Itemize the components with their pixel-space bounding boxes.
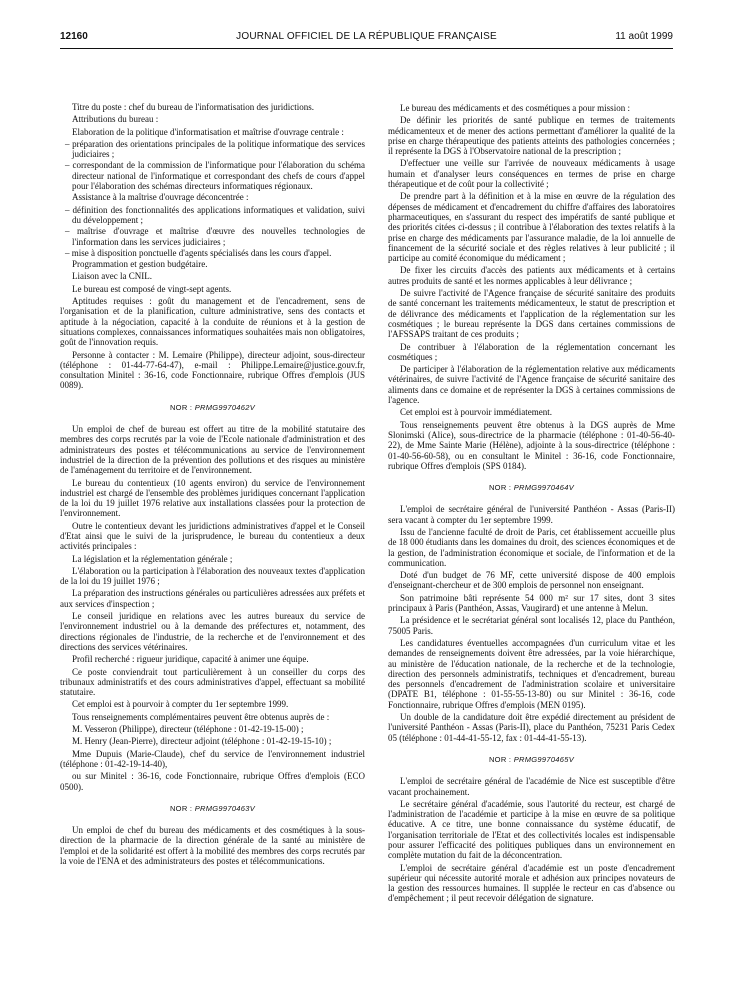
paragraph: D'effectuer une veille sur l'arrivée de nouveaux médicaments à usage humain et d'analyser leurs conséquences en termes de prise en charge thérapeutique et de coût pour la collectivité ; (388, 158, 675, 190)
paragraph: Le secrétaire général d'académie, sous l'autorité du recteur, est chargé de l'administration de l'académie et participe à la mise en œuvre de sa politique éducative. A ce titre, une bonne connaissance du système éducatif, de l'organisation territoriale de l'Etat et des collectivités locales est indispensable pour assurer l'efficacité des politiques publiques dans un environnement en complète mutation du fait de la déconcentration. (388, 798, 675, 861)
nor-code: PRMG9970464V (513, 483, 575, 493)
paragraph: De fixer les circuits d'accès des patients aux médicaments et à certains autres produits de santé et les normes applicables à leur délivrance ; (388, 265, 675, 286)
list-item: – mise à disposition ponctuelle d'agents spécialisés dans les cours d'appel. (60, 248, 365, 258)
nor-code: PRMG9970465V (513, 754, 575, 764)
paragraph: La législation et la réglementation générale ; (72, 553, 233, 564)
list-item: – définition des fonctionnalités des applications informatiques et validation, suivi du développement ; (60, 205, 365, 226)
nor-reference (60, 403, 365, 413)
paragraph: Tous renseignements complémentaires peuvent être obtenus auprès de : (72, 711, 330, 722)
paragraph: L'emploi de secrétaire général de l'académie de Nice est susceptible d'être vacant prochainement. (388, 776, 675, 797)
paragraph: M. Vesseron (Philippe), directeur (téléphone : 01-42-19-15-00) ; (72, 724, 304, 735)
paragraph: De participer à l'élaboration de la réglementation relative aux médicaments vétérinaires, de suivre l'activité de l'Agence française de sécurité sanitaire des aliments dans ce domaine et de représenter la DGS à certaines commissions de l'agence. (388, 364, 675, 406)
nor-code: PRMG9970462V (194, 402, 256, 412)
paragraph: De contribuer à l'élaboration de la réglementation concernant les cosmétiques ; (388, 341, 675, 362)
paragraph: Ce poste conviendrait tout particulièrement à un conseiller du corps des tribunaux administratifs et des cours administratives d'appel, effectuant sa mobilité statutaire. (60, 666, 365, 698)
paragraph: L'emploi de secrétaire général d'académie est un poste d'encadrement supérieur qui nécessite autorité morale et adhésion aux principes novateurs de la gestion des ressources humaines. Il supplée le recteur en cas d'absence ou d'empêchement ; il peut recevoir délégation de signature. (388, 862, 675, 904)
paragraph: Outre le contentieux devant les juridictions administratives d'appel et le Conseil d'Etat ainsi que le suivi de la jurisprudence, le bureau du contentieux a deux activités principales : (60, 520, 365, 552)
paragraph: Personne à contacter : M. Lemaire (Philippe), directeur adjoint, sous-directeur (téléphone : 01-44-77-64-47), e-mail : Philippe.Lemaire@justice.gouv.fr, consultation Minitel : 36-16, code Fonctionnaire, rubrique Offres d'emplois (JUS 0089). (60, 349, 365, 391)
paragraph: Le bureau est composé de vingt-sept agents. (72, 283, 232, 294)
journal-title: JOURNAL OFFICIEL DE LA RÉPUBLIQUE FRANÇAISE (236, 31, 497, 42)
right-column (388, 103, 675, 906)
paragraph: M. Henry (Jean-Pierre), directeur adjoint (téléphone : 01-42-19-15-10) ; (72, 736, 332, 747)
paragraph: Profil recherché : rigueur juridique, capacité à animer une équipe. (72, 654, 309, 665)
paragraph: Son patrimoine bâti représente 54 000 m² sur 17 sites, dont 3 sites principaux à Paris (Panthéon, Assas, Vaugirard) et une antenne à Melun. (388, 592, 675, 614)
paragraph: L'emploi de secrétaire général de l'université Panthéon - Assas (Paris-II) sera vacant à compter du 1er septembre 1999. (388, 504, 675, 525)
paragraph: Cet emploi est à pourvoir à compter du 1er septembre 1999. (72, 699, 289, 710)
paragraph: Aptitudes requises : goût du management et de l'encadrement, sens de l'organisation et de la planification, culture administrative, sens des contacts et aptitude à la négociation, capacité à la conduite de réunions et à la gestion de situations complexes, connaissances informatiques souhaitées mais non obligatoires, goût de l'innovation requis. (60, 296, 365, 348)
left-column (60, 102, 365, 868)
paragraph: Assistance à la maîtrise d'ouvrage déconcentrée : (72, 192, 249, 203)
paragraph: La présidence et le secrétariat général sont localisés 12, place du Panthéon, 75005 Paris. (388, 615, 675, 636)
paragraph: De définir les priorités de santé publique en termes de traitements médicamenteux et de mener des actions permettant d'améliorer la qualité de la prise en charge thérapeutique des patients atteints des pathologies concernées ; il représente la DGS à l'Observatoire national de la prescription ; (388, 115, 675, 157)
paragraph: Doté d'un budget de 76 MF, cette université dispose de 400 emplois d'enseignant-chercheur et de 300 emplois de personnel non enseignant. (388, 570, 675, 591)
nor-reference (60, 804, 365, 814)
paragraph: Titre du poste : chef du bureau de l'informatisation des juridictions. (72, 102, 314, 112)
issue-date: 11 août 1999 (615, 31, 673, 42)
nor-label: NOR : (169, 803, 193, 813)
paragraph: De suivre l'activité de l'Agence française de sécurité sanitaire des produits de santé concernant les traitements médicamenteux, le statut de prescription et de délivrance des médicaments et l'application de la réglementation sur les cosmétiques ; le bureau représente la DGS dans certaines commissions de l'AFSSAPS traitant de ces produits ; (388, 288, 675, 340)
list-item: – maîtrise d'ouvrage et maîtrise d'œuvre des nouvelles technologies de l'information dans les services judiciaires ; (60, 226, 365, 247)
paragraph: Un emploi de chef de bureau est offert au titre de la mobilité statutaire des membres des corps recrutés par la voie de l'Ecole nationale d'administration et des administrateurs des postes et télécommunications au service de l'environnement industriel de la direction de la prévention des pollutions et des risques au ministère de l'aménagement du territoire et de l'environnement. (60, 424, 365, 476)
paragraph: Un emploi de chef du bureau des médicaments et des cosmétiques à la sous-direction de la pharmacie de la direction générale de la santé au ministère de l'emploi et de la solidarité est offert à la mobilité des membres des corps recrutés par la voie de l'ENA et des administrateurs des postes et télécommunications. (60, 825, 365, 866)
page-header (60, 30, 673, 44)
paragraph: Le bureau des médicaments et des cosmétiques a pour mission : (400, 103, 630, 113)
header-rule (60, 48, 673, 49)
paragraph: Elaboration de la politique d'informatisation et maîtrise d'ouvrage centrale : (72, 126, 344, 137)
paragraph: Mme Dupuis (Marie-Claude), chef du service de l'environnement industriel (téléphone : 01-42-19-14-40), (60, 748, 365, 769)
paragraph: Issu de l'ancienne faculté de droit de Paris, cet établissement accueille plus de 18 000 étudiants dans les domaines du droit, des sciences économiques et de la gestion, de l'administration économique et sociale, de l'information et de la communication. (388, 526, 675, 568)
paragraph: Attributions du bureau : (72, 114, 159, 125)
paragraph: Les candidatures éventuelles accompagnées d'un curriculum vitae et les demandes de renseignements doivent être adressées, par la voie hiérarchique, au ministère de l'éducation nationale, de la recherche et de la technologie, direction des personnels administratifs, techniques et d'encadrement, bureau des personnels d'encadrement de l'administration scolaire et universitaire (DPATE B1, téléphone : 01-55-55-13-80) ou sur Minitel : 36-16, code Fonctionnaire, rubrique Offres d'emplois (MEN 0195). (388, 637, 675, 710)
paragraph: Un double de la candidature doit être expédié directement au président de l'université Panthéon - Assas (Paris-II), place du Panthéon, 75231 Paris Cedex 05 (téléphone : 01-44-41-55-12, fax : 01-44-41-55-13). (388, 712, 675, 743)
paragraph: Le conseil juridique en relations avec les autres bureaux du service de l'environnement industriel ou à la demande des préfectures et, notamment, des directions régionales de l'industrie, de la recherche et de l'environnement et des directions des services vétérinaires. (60, 611, 365, 652)
paragraph: Le bureau du contentieux (10 agents environ) du service de l'environnement industriel est chargé de l'ensemble des problèmes juridiques concernant l'application de la loi du 19 juillet 1976 relative aux installations classées pour la protection de l'environnement. (60, 477, 365, 519)
nor-reference (388, 483, 675, 493)
paragraph: Liaison avec la CNIL. (72, 271, 152, 282)
nor-label: NOR : (488, 754, 512, 764)
list-item: – correspondant de la commission de l'informatique pour l'élaboration du schéma directeur national de l'informatique et correspondant des chefs de cours d'appel pour l'élaboration des schémas directeurs informatiques régionaux. (60, 160, 365, 191)
paragraph: De prendre part à la définition et à la mise en œuvre de la régulation des dépenses de médicament et d'encadrement du chiffre d'affaires des laboratoires pharmaceutiques, en s'assurant du respect des impératifs de santé publique et des priorités citées ci-dessus ; il contribue à l'élaboration des textes relatifs à la prise en charge des médicaments par l'assurance maladie, de la loi annuelle de financement de la sécurité sociale et des règles relatives à leur publicité ; il participe au comité économique du médicament ; (388, 191, 675, 264)
nor-code: PRMG9970463V (194, 803, 256, 813)
paragraph: La préparation des instructions générales ou particulières adressées aux préfets et aux services d'inspection ; (60, 588, 365, 609)
nor-label: NOR : (169, 402, 193, 412)
paragraph: ou sur Minitel : 36-16, code Fonctionnaire, rubrique Offres d'emplois (ECO 0500). (60, 771, 365, 792)
nor-label: NOR : (488, 483, 512, 493)
page-number: 12160 (60, 31, 88, 42)
list-item: – préparation des orientations principales de la politique informatique des services judiciaires ; (60, 139, 365, 160)
nor-reference (388, 755, 675, 765)
paragraph: Programmation et gestion budgétaire. (72, 259, 208, 270)
paragraph: L'élaboration ou la participation à l'élaboration des nouveaux textes d'application de la loi du 19 juillet 1976 ; (60, 565, 365, 587)
paragraph: Tous renseignements peuvent être obtenus à la DGS auprès de Mme Slonimski (Alice), sous-directrice de la pharmacie (téléphone : 01-40-56-40-22), de Mme Sainte Marie (Hélène), adjointe à la sous-directrice (téléphone : 01-40-56-60-58), ou en consultant le Minitel : 36-16, code Fonctionnaire, rubrique Offres d'emplois (SPS 0184). (388, 419, 675, 471)
paragraph: Cet emploi est à pourvoir immédiatement. (400, 407, 552, 418)
